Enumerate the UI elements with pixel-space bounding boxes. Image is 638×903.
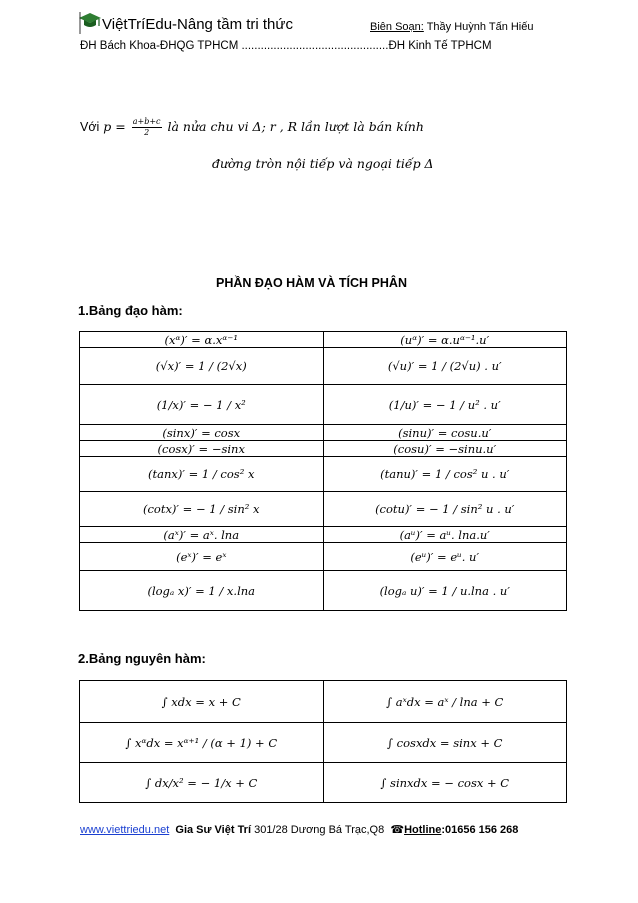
table-cell: ∫ sinxdx = − cosx + C [323,763,567,803]
table-cell: (aˣ)′ = aˣ. lna [80,527,324,543]
table-cell: (tanx)′ = 1 / cos² x [80,457,324,492]
antiderivatives-heading: 2.Bảng nguyên hàm: [78,651,206,666]
table-cell: (1/u)′ = − 1 / u² . u′ [323,385,567,425]
table-cell: (√x)′ = 1 / (2√x) [80,348,324,385]
author-name: Thầy Huỳnh Tấn Hiếu [426,21,534,33]
table-cell: (eᵘ)′ = eᵘ. u′ [323,543,567,571]
table-row [80,492,567,527]
footer-org: Gia Sư Việt Trí [175,824,252,836]
intro-prefix: Với [80,120,100,134]
table-cell: (sinu)′ = cosu.u′ [323,425,567,441]
table-cell: ∫ cosxdx = sinx + C [323,723,567,763]
table-cell: (cosx)′ = −sinx [80,441,324,457]
p-numerator: a+b+c [132,117,161,126]
website-link[interactable]: www.viettriedu.net [80,824,170,836]
footer-address: 301/28 Dương Bá Trạc,Q8 [254,824,385,836]
table-row [80,763,567,803]
header-author [370,21,534,33]
table-row [80,571,567,611]
table-cell: ∫ xᵅdx = xᵅ⁺¹ / (α + 1) + C [80,723,324,763]
p-fraction [132,118,162,137]
hotline-number: :01656 156 268 [441,824,519,836]
derivatives-heading: 1.Bảng đạo hàm: [78,303,183,318]
table-cell: (sinx)′ = cosx [80,425,324,441]
table-row [80,425,567,441]
table-cell: (logₐ x)′ = 1 / x.lna [80,571,324,611]
graduation-cap-icon [78,10,102,34]
table-cell: (cotx)′ = − 1 / sin² x [80,492,324,527]
table-row [80,723,567,763]
table-cell: (logₐ u)′ = 1 / u.lna . u′ [323,571,567,611]
table-row [80,385,567,425]
header-subline: ĐH Bách Khoa-ĐHQG TPHCM ..............................................ĐH Kinh Tế TPHCM [80,40,492,52]
table-row [80,543,567,571]
table-cell: ∫ dx/x² = − 1/x + C [80,763,324,803]
hotline-label: Hotline [404,824,442,836]
table-cell: (cotu)′ = − 1 / sin² u . u′ [323,492,567,527]
table-cell: (uᵅ)′ = α.uᵅ⁻¹.u′ [323,332,567,348]
header-title: ViệtTríEdu-Nâng tầm tri thức [102,16,293,33]
table-cell: (√u)′ = 1 / (2√u) . u′ [323,348,567,385]
intro-line2: đường tròn nội tiếp và ngoại tiếp Δ [212,156,434,171]
table-row [80,681,567,723]
table-row [80,348,567,385]
antiderivatives-table [79,680,567,803]
table-row [80,441,567,457]
table-cell: ∫ xdx = x + C [80,681,324,723]
author-label: Biên Soạn: [370,21,424,33]
table-cell: ∫ aˣdx = aˣ / lna + C [323,681,567,723]
table-row [80,457,567,492]
section-title: PHẦN ĐẠO HÀM VÀ TÍCH PHÂN [216,276,407,290]
intro-rest: là nửa chu vi Δ; r , R lần lượt là bán kính [167,119,424,134]
p-variable: p = [103,119,126,134]
table-cell: (cosu)′ = −sinu.u′ [323,441,567,457]
phone-icon: ☎ [390,824,405,836]
p-denominator: 2 [144,128,150,137]
table-cell: (aᵘ)′ = aᵘ. lna.u′ [323,527,567,543]
table-cell: (1/x)′ = − 1 / x² [80,385,324,425]
intro-formula [80,118,424,137]
table-cell: (tanu)′ = 1 / cos² u . u′ [323,457,567,492]
table-cell: (eˣ)′ = eˣ [80,543,324,571]
footer [80,823,518,836]
table-cell: (xᵅ)′ = α.xᵅ⁻¹ [80,332,324,348]
derivatives-table [79,331,567,611]
table-row [80,527,567,543]
table-row [80,332,567,348]
